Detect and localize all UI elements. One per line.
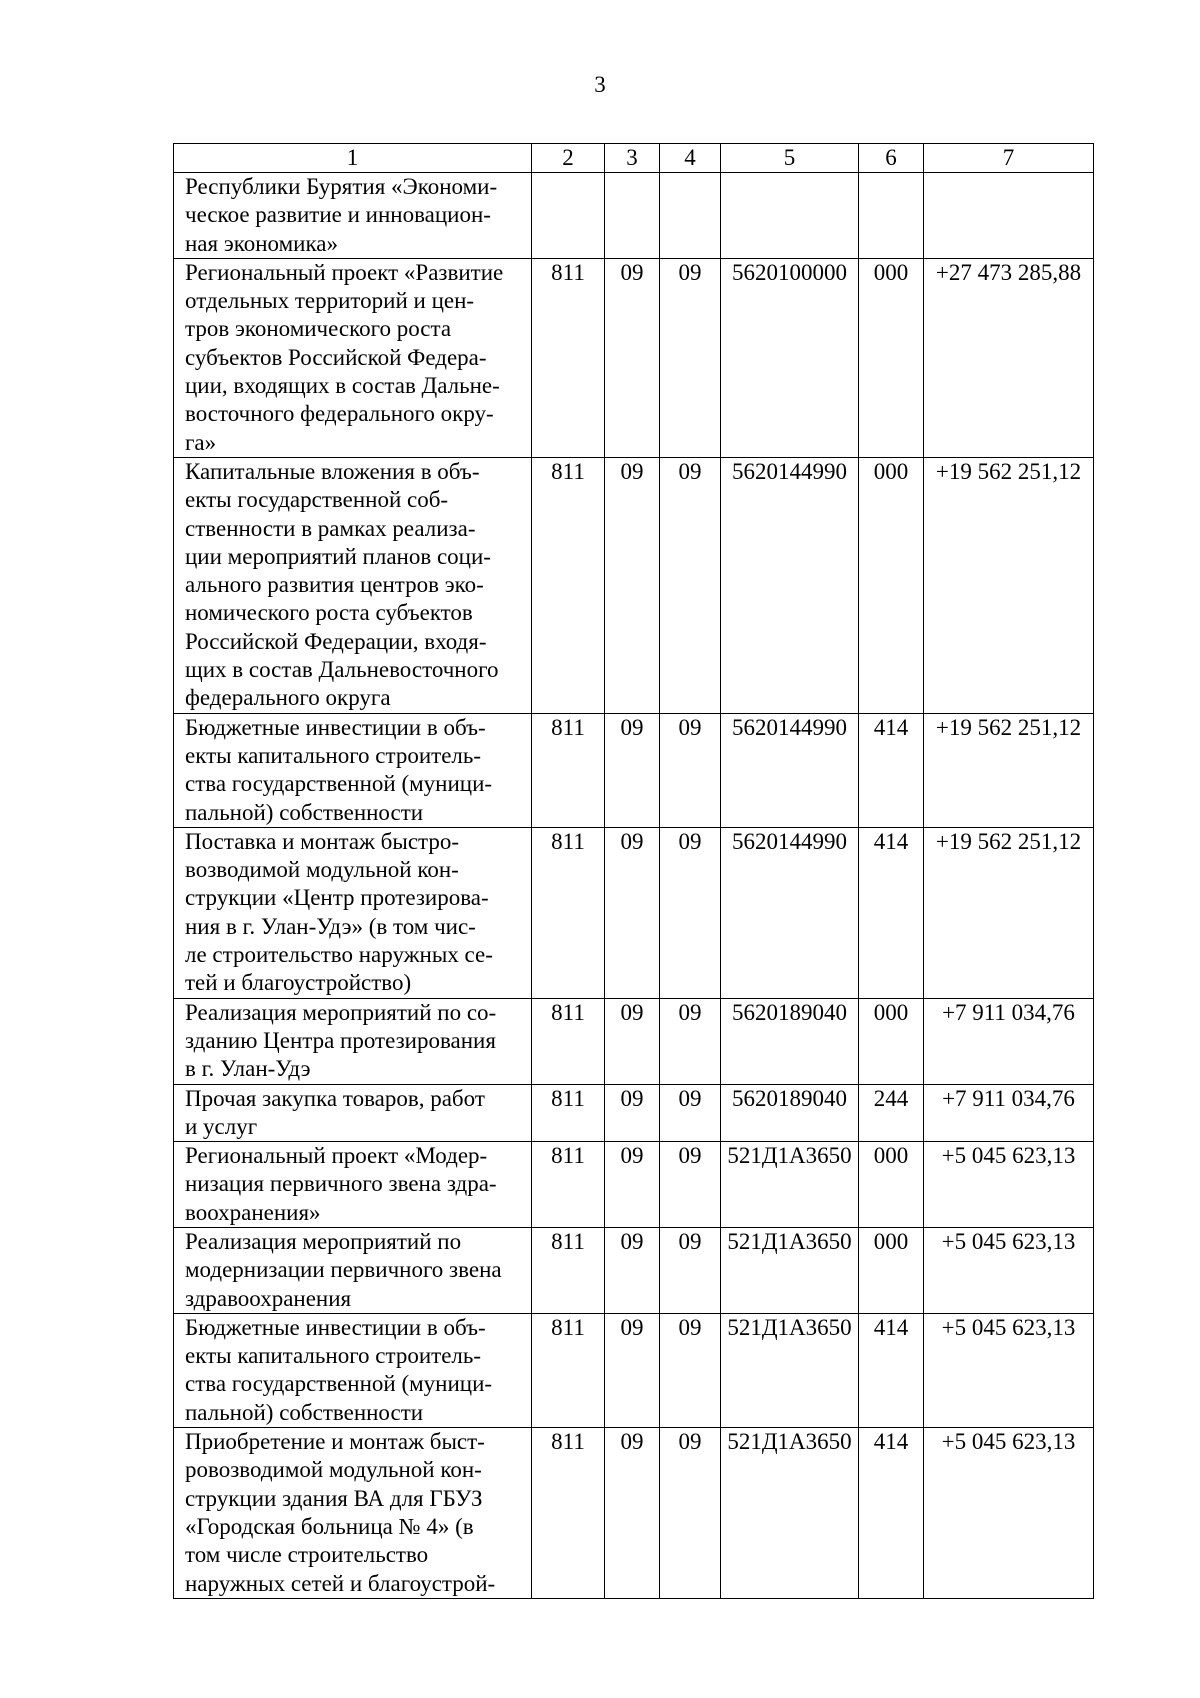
- cell-section: 09: [605, 457, 660, 713]
- cell-amount: +5 045 623,13: [924, 1313, 1094, 1427]
- cell-subsection: 09: [660, 258, 721, 457]
- cell-target-article: 5620144990: [721, 713, 859, 827]
- description-line: ле строительство наружных се-: [185, 942, 493, 968]
- table-row: [174, 713, 1094, 827]
- cell-admin-code: 811: [532, 457, 605, 713]
- cell-amount: [924, 173, 1094, 259]
- column-header: 6: [859, 144, 924, 173]
- cell-target-article: 521Д1А3650: [721, 1428, 859, 1599]
- cell-subsection: 09: [660, 998, 721, 1084]
- cell-admin-code: 811: [532, 258, 605, 457]
- description-line: здравоохранения: [185, 1285, 352, 1311]
- cell-amount: +27 473 285,88: [924, 258, 1094, 457]
- description-line: воохранения»: [185, 1199, 321, 1225]
- description-line: «Городская больница № 4» (в: [185, 1513, 474, 1539]
- cell-expense-type: 414: [859, 1313, 924, 1427]
- cell-amount: +5 045 623,13: [924, 1428, 1094, 1599]
- cell-expense-type: 000: [859, 1227, 924, 1313]
- description-line: га»: [185, 429, 217, 455]
- table-header-row: [174, 144, 1094, 173]
- cell-description: [174, 827, 532, 998]
- cell-description: [174, 1227, 532, 1313]
- description-line: пальной) собственности: [185, 799, 424, 825]
- description-line: том числе строительство: [185, 1542, 429, 1568]
- column-header: 1: [174, 144, 532, 173]
- table-row: [174, 1142, 1094, 1228]
- description-line: струкции «Центр протезирова-: [185, 885, 489, 911]
- cell-description: [174, 173, 532, 259]
- column-header: 4: [660, 144, 721, 173]
- table-row: [174, 1428, 1094, 1599]
- cell-subsection: 09: [660, 457, 721, 713]
- description-line: ровозводимой модульной кон-: [185, 1457, 482, 1483]
- column-header: 3: [605, 144, 660, 173]
- cell-section: 09: [605, 1313, 660, 1427]
- description-line: ального развития центров эко-: [185, 572, 484, 598]
- description-line: Приобретение и монтаж быст-: [185, 1429, 485, 1455]
- cell-target-article: 5620144990: [721, 827, 859, 998]
- cell-description: [174, 998, 532, 1084]
- table-row: [174, 1313, 1094, 1427]
- description-line: возводимой модульной кон-: [185, 857, 459, 883]
- description-line: екты капитального строитель-: [185, 742, 482, 768]
- cell-section: 09: [605, 827, 660, 998]
- table-row: [174, 998, 1094, 1084]
- table-row: [174, 1084, 1094, 1142]
- cell-expense-type: 000: [859, 998, 924, 1084]
- description-line: Республики Бурятия «Экономи-: [185, 174, 498, 199]
- cell-subsection: 09: [660, 713, 721, 827]
- description-line: зданию Центра протезирования: [185, 1027, 496, 1053]
- table-row: [174, 1227, 1094, 1313]
- description-line: отдельных территорий и цен-: [185, 288, 475, 314]
- cell-description: [174, 258, 532, 457]
- cell-target-article: 5620100000: [721, 258, 859, 457]
- cell-description: [174, 457, 532, 713]
- cell-section: 09: [605, 713, 660, 827]
- description-line: тров экономического роста: [185, 316, 452, 342]
- cell-target-article: 5620189040: [721, 998, 859, 1084]
- cell-expense-type: 000: [859, 457, 924, 713]
- description-line: Прочая закупка товаров, работ: [185, 1085, 485, 1111]
- cell-amount: +7 911 034,76: [924, 1084, 1094, 1142]
- description-line: щих в состав Дальневосточного: [185, 657, 499, 683]
- description-line: федерального округа: [185, 685, 391, 711]
- description-line: Бюджетные инвестиции в объ-: [185, 1314, 486, 1340]
- description-line: Региональный проект «Модер-: [185, 1143, 488, 1169]
- cell-section: 09: [605, 1227, 660, 1313]
- table-row: [174, 173, 1094, 259]
- cell-amount: +5 045 623,13: [924, 1227, 1094, 1313]
- cell-section: 09: [605, 998, 660, 1084]
- cell-subsection: 09: [660, 1084, 721, 1142]
- description-line: тей и благоустройство): [185, 970, 412, 996]
- description-line: ния в г. Улан-Удэ» (в том чис-: [185, 913, 476, 939]
- description-line: субъектов Российской Федера-: [185, 344, 487, 370]
- cell-admin-code: 811: [532, 1227, 605, 1313]
- cell-expense-type: 000: [859, 1142, 924, 1228]
- description-line: модернизации первичного звена: [185, 1257, 502, 1283]
- cell-section: [605, 173, 660, 259]
- description-line: в г. Улан-Удэ: [185, 1056, 311, 1082]
- cell-admin-code: 811: [532, 1428, 605, 1599]
- description-line: ства государственной (муници-: [185, 771, 493, 797]
- cell-description: [174, 1313, 532, 1427]
- cell-admin-code: 811: [532, 1142, 605, 1228]
- cell-expense-type: [859, 173, 924, 259]
- cell-admin-code: 811: [532, 1313, 605, 1427]
- description-line: Бюджетные инвестиции в объ-: [185, 714, 486, 740]
- cell-admin-code: 811: [532, 998, 605, 1084]
- page-number: 3: [594, 72, 606, 97]
- cell-description: [174, 713, 532, 827]
- cell-expense-type: 244: [859, 1084, 924, 1142]
- cell-subsection: [660, 173, 721, 259]
- description-line: ции мероприятий планов соци-: [185, 543, 491, 569]
- column-header: 2: [532, 144, 605, 173]
- description-line: ства государственной (муници-: [185, 1371, 493, 1397]
- description-line: Реализация мероприятий по: [185, 1228, 462, 1254]
- cell-amount: +19 562 251,12: [924, 713, 1094, 827]
- description-line: Капитальные вложения в объ-: [185, 458, 480, 484]
- description-line: восточного федерального окру-: [185, 401, 494, 427]
- cell-section: 09: [605, 1428, 660, 1599]
- description-line: наружных сетей и благоустрой-: [185, 1570, 496, 1596]
- description-line: ции, входящих в состав Дальне-: [185, 373, 500, 399]
- cell-section: 09: [605, 1084, 660, 1142]
- description-line: Поставка и монтаж быстро-: [185, 828, 460, 854]
- budget-table: [173, 143, 1094, 1599]
- description-line: екты государственной соб-: [185, 487, 449, 513]
- description-line: низация первичного звена здра-: [185, 1171, 497, 1197]
- cell-subsection: 09: [660, 827, 721, 998]
- description-line: Российской Федерации, входя-: [185, 628, 487, 654]
- table-row: [174, 457, 1094, 713]
- cell-target-article: 521Д1А3650: [721, 1142, 859, 1228]
- cell-subsection: 09: [660, 1428, 721, 1599]
- cell-expense-type: 414: [859, 1428, 924, 1599]
- cell-description: [174, 1084, 532, 1142]
- description-line: ственности в рамках реализа-: [185, 515, 476, 541]
- table-row: [174, 258, 1094, 457]
- description-line: ная экономика»: [185, 230, 338, 256]
- column-header: 5: [721, 144, 859, 173]
- cell-amount: +7 911 034,76: [924, 998, 1094, 1084]
- cell-target-article: 5620144990: [721, 457, 859, 713]
- description-line: екты капитального строитель-: [185, 1343, 482, 1369]
- description-line: номического роста субъектов: [185, 600, 473, 626]
- cell-expense-type: 414: [859, 713, 924, 827]
- table-row: [174, 827, 1094, 998]
- cell-subsection: 09: [660, 1313, 721, 1427]
- cell-amount: +5 045 623,13: [924, 1142, 1094, 1228]
- cell-admin-code: 811: [532, 827, 605, 998]
- cell-description: [174, 1142, 532, 1228]
- cell-expense-type: 414: [859, 827, 924, 998]
- cell-admin-code: 811: [532, 713, 605, 827]
- cell-admin-code: [532, 173, 605, 259]
- cell-target-article: 521Д1А3650: [721, 1227, 859, 1313]
- description-line: струкции здания ВА для ГБУЗ: [185, 1485, 483, 1511]
- cell-target-article: 5620189040: [721, 1084, 859, 1142]
- cell-amount: +19 562 251,12: [924, 827, 1094, 998]
- column-header: 7: [924, 144, 1094, 173]
- description-line: ческое развитие и инновацион-: [185, 202, 491, 228]
- cell-subsection: 09: [660, 1142, 721, 1228]
- cell-admin-code: 811: [532, 1084, 605, 1142]
- cell-section: 09: [605, 258, 660, 457]
- cell-target-article: [721, 173, 859, 259]
- description-line: Региональный проект «Развитие: [185, 259, 504, 285]
- cell-description: [174, 1428, 532, 1599]
- cell-subsection: 09: [660, 1227, 721, 1313]
- cell-section: 09: [605, 1142, 660, 1228]
- cell-amount: +19 562 251,12: [924, 457, 1094, 713]
- description-line: и услуг: [185, 1113, 258, 1139]
- description-line: пальной) собственности: [185, 1399, 424, 1425]
- cell-target-article: 521Д1А3650: [721, 1313, 859, 1427]
- description-line: Реализация мероприятий по со-: [185, 999, 497, 1025]
- cell-expense-type: 000: [859, 258, 924, 457]
